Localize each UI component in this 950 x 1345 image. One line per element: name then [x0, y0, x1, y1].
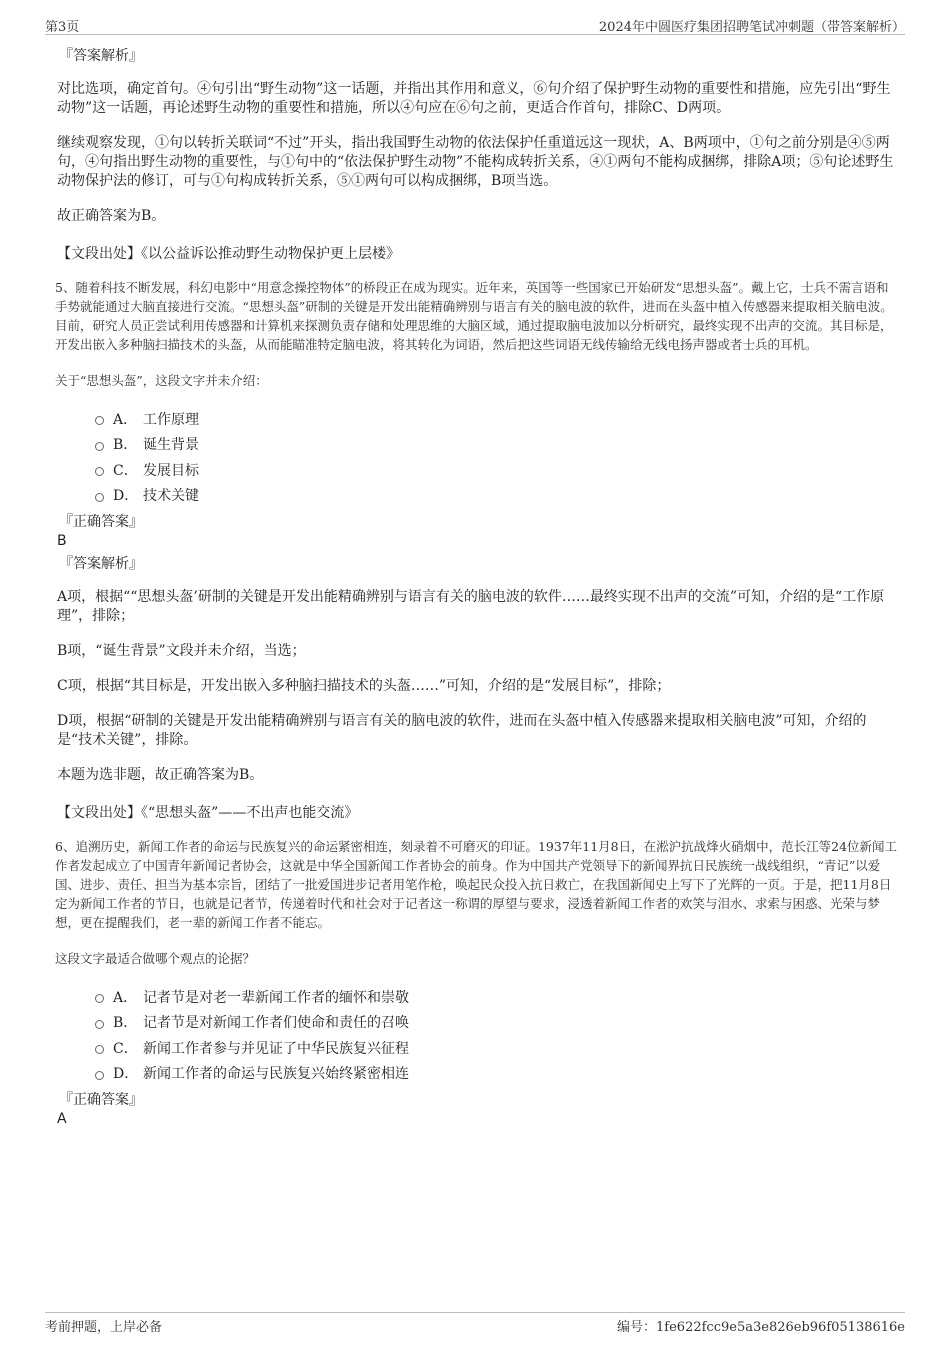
document-id: 编号：1fe622fcc9e5a3e826eb96f05138616e	[617, 1320, 905, 1335]
q5-analysis-paragraph: A项，根据““思想头盔’研制的关键是开发出能精确辨别与语言有关的脑电波的软件……最终实现不出声的交流”可知，介绍的是“工作原理”，排除；	[57, 589, 885, 624]
q5-option-d[interactable]: D． 技术关键	[95, 483, 900, 509]
q6-options	[95, 984, 900, 1086]
q4-analysis-paragraph: 故正确答案为B。	[57, 208, 166, 224]
page-content	[55, 44, 900, 1128]
q4-analysis-label: 『答案解析』	[59, 48, 143, 64]
q6-option-d[interactable]: D． 新闻工作者的命运与民族复兴始终紧密相连	[95, 1061, 900, 1087]
q5-question-text: 5、随着科技不断发展，科幻电影中“用意念操控物体”的桥段正在成为现实。近年来，英国等一些国家已开始研发“思想头盔”。戴上它，士兵不需言语和手势就能通过大脑直接进行交流。“思想头盔”研制的关键是开发出能精确辨别与语言有关的脑电波的软件，进而在头盔中植入传感器来提取相关脑电波。目前，研究人员正尝试利用传感器和计算机来探测负责存储和处理思维的大脑区域，通过提取脑电波加以分析研究，最终实现不出声的交流。其目标是，开发出嵌入多种脑扫描技术的头盔，从而能瞄准特定脑电波，将其转化为词语，然后把这些词语无线传输给无线电扬声器或者士兵的耳机。	[55, 280, 893, 352]
q5-option-c[interactable]: C． 发展目标	[95, 457, 900, 483]
page-number: 第3页	[45, 20, 80, 35]
q4-analysis-paragraph: 对比选项，确定首句。④句引出“野生动物”这一话题，并指出其作用和意义，⑥句介绍了保护野生动物的重要性和措施，应先引出“野生动物”这一话题，再论述野生动物的重要性和措施，所以④句应在⑥句之前，更适合作首句，排除C、D两项。	[57, 81, 891, 116]
q6-answer-label: 『正确答案』	[59, 1092, 143, 1108]
document-title: 2024年中圆医疗集团招聘笔试冲刺题（带答案解析）	[598, 20, 905, 35]
q5-options	[95, 406, 900, 508]
footer-slogan: 考前押题，上岸必备	[45, 1320, 163, 1335]
q5-source: 【文段出处】《“思想头盔”——不出声也能交流》	[57, 805, 359, 821]
q5-analysis-paragraph: C项，根据“其目标是，开发出嵌入多种脑扫描技术的头盔……”可知，介绍的是“发展目标”，排除；	[57, 678, 671, 694]
q5-analysis-paragraph: B项，“诞生背景”文段并未介绍，当选；	[57, 643, 306, 659]
q4-analysis-paragraph: 继续观察发现，①句以转折关联词“不过”开头，指出我国野生动物的依法保护任重道远这一现状，A、B两项中，①句之前分别是④⑤两句，④句指出野生动物的重要性，与①句中的“依法保护野生动物”不能构成转折关系，④①两句不能构成捆绑，排除A项；⑤句论述野生动物保护法的修订，可与①句构成转折关系，⑤①两句可以构成捆绑，B项当选。	[57, 135, 894, 189]
q4-source: 【文段出处】《以公益诉讼推动野生动物保护更上层楼》	[57, 246, 400, 262]
q6-prompt: 这段文字最适合做哪个观点的论据？	[55, 951, 256, 966]
radio-button[interactable]	[95, 994, 104, 1003]
q5-option-a[interactable]: A． 工作原理	[95, 406, 900, 432]
radio-button[interactable]	[95, 416, 104, 425]
page-header	[45, 14, 905, 35]
radio-button[interactable]	[95, 1020, 104, 1029]
radio-button[interactable]	[95, 1071, 104, 1080]
radio-button[interactable]	[95, 1045, 104, 1054]
page-footer	[45, 1312, 905, 1333]
q5-answer-label: 『正确答案』	[59, 514, 143, 530]
radio-button[interactable]	[95, 442, 104, 451]
q5-analysis-label: 『答案解析』	[59, 556, 143, 572]
q6-option-a[interactable]: A． 记者节是对老一辈新闻工作者的缅怀和崇敬	[95, 984, 900, 1010]
q5-analysis-paragraph: D项，根据“研制的关键是开发出能精确辨别与语言有关的脑电波的软件，进而在头盔中植入传感器来提取相关脑电波”可知，介绍的是“技术关键”，排除。	[57, 713, 867, 748]
q5-prompt: 关于“思想头盔”，这段文字并未介绍：	[55, 373, 268, 388]
q6-option-c[interactable]: C． 新闻工作者参与并见证了中华民族复兴征程	[95, 1035, 900, 1061]
radio-button[interactable]	[95, 467, 104, 476]
q6-question-text: 6、追溯历史，新闻工作者的命运与民族复兴的命运紧密相连，刻录着不可磨灭的印证。1937年11月8日，在淞沪抗战烽火硝烟中，范长江等24位新闻工作者发起成立了中国青年新闻记者协会，这就是中华全国新闻工作者协会的前身。作为中国共产党领导下的新闻界抗日民族统一战线组织，“青记”以爱国、进步、责任、担当为基本宗旨，团结了一批爱国进步记者用笔作枪，唤起民众投入抗日救亡，在我国新闻史上写下了光辉的一页。于是，把11月8日定为新闻工作者的节日，也就是记者节，传递着时代和社会对于记者这一称谓的厚望与要求，浸透着新闻工作者的欢笑与泪水、求索与困惑、光荣与梦想，更在提醒我们，老一辈的新闻工作者不能忘。	[55, 839, 898, 930]
q6-answer: A	[57, 1111, 67, 1127]
q5-option-b[interactable]: B． 诞生背景	[95, 432, 900, 458]
q5-answer: B	[57, 533, 67, 549]
radio-button[interactable]	[95, 493, 104, 502]
q5-analysis-paragraph: 本题为选非题，故正确答案为B。	[57, 767, 264, 783]
q6-option-b[interactable]: B． 记者节是对新闻工作者们使命和责任的召唤	[95, 1010, 900, 1036]
